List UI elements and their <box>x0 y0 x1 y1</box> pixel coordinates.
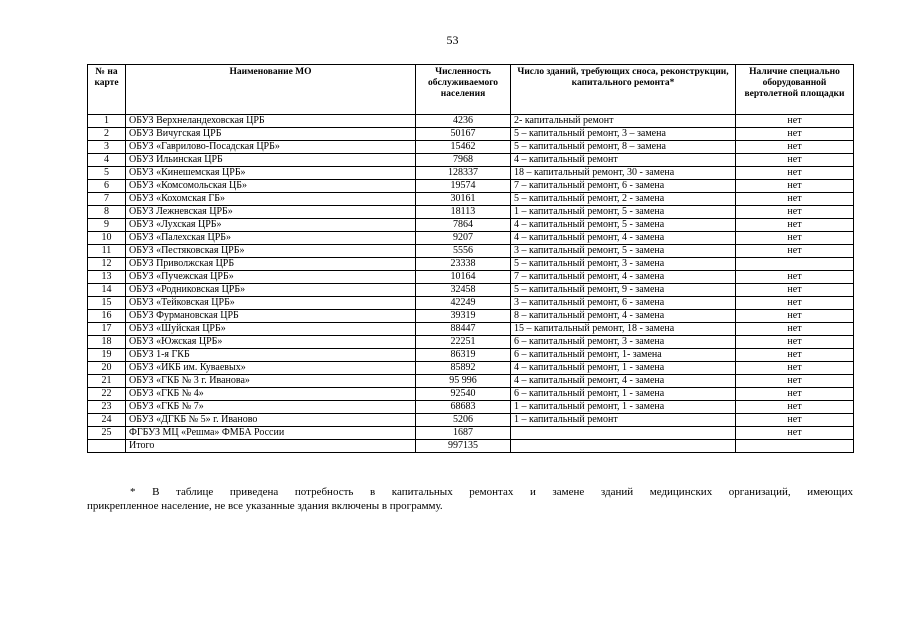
cell-buildings: 15 – капитальный ремонт, 18 - замена <box>511 323 736 336</box>
cell-helipad: нет <box>736 154 854 167</box>
cell-buildings: 5 – капитальный ремонт, 9 - замена <box>511 284 736 297</box>
cell-map-number: 13 <box>88 271 126 284</box>
cell-map-number: 5 <box>88 167 126 180</box>
cell-population: 68683 <box>416 401 511 414</box>
cell-buildings: 2- капитальный ремонт <box>511 115 736 128</box>
cell-population: 42249 <box>416 297 511 310</box>
cell-helipad: нет <box>736 219 854 232</box>
table-row <box>88 362 854 375</box>
cell-helipad: нет <box>736 115 854 128</box>
cell-helipad: нет <box>736 206 854 219</box>
organizations-table <box>87 64 854 453</box>
header-mo-name: Наименование МО <box>126 65 416 115</box>
cell-map-number: 22 <box>88 388 126 401</box>
cell-mo-name: ОБУЗ «ГКБ № 3 г. Иванова» <box>126 375 416 388</box>
cell-map-number: 19 <box>88 349 126 362</box>
table-row <box>88 167 854 180</box>
cell-mo-name: ОБУЗ «Комсомольская ЦБ» <box>126 180 416 193</box>
cell-buildings: 4 – капитальный ремонт <box>511 154 736 167</box>
cell-population: 30161 <box>416 193 511 206</box>
table-row <box>88 310 854 323</box>
cell-population: 5556 <box>416 245 511 258</box>
cell-population: 15462 <box>416 141 511 154</box>
table-row <box>88 115 854 128</box>
cell-helipad: нет <box>736 310 854 323</box>
cell-buildings: 5 – капитальный ремонт, 3 – замена <box>511 128 736 141</box>
cell-helipad: нет <box>736 297 854 310</box>
cell-buildings: 5 – капитальный ремонт, 3 - замена <box>511 258 736 271</box>
table-row <box>88 427 854 440</box>
cell-mo-name: ОБУЗ «ГКБ № 7» <box>126 401 416 414</box>
cell-buildings: 3 – капитальный ремонт, 5 - замена <box>511 245 736 258</box>
table-row <box>88 206 854 219</box>
cell-helipad: нет <box>736 362 854 375</box>
cell-buildings: 3 – капитальный ремонт, 6 - замена <box>511 297 736 310</box>
table-row <box>88 336 854 349</box>
cell-map-number: 9 <box>88 219 126 232</box>
cell-population: 10164 <box>416 271 511 284</box>
cell-helipad: нет <box>736 336 854 349</box>
cell-population: 23338 <box>416 258 511 271</box>
cell-helipad: нет <box>736 128 854 141</box>
cell-mo-name: ОБУЗ «Тейковская ЦРБ» <box>126 297 416 310</box>
cell-mo-name: ОБУЗ Фурмановская ЦРБ <box>126 310 416 323</box>
cell-population: 128337 <box>416 167 511 180</box>
cell-mo-name: ОБУЗ «Пучежская ЦРБ» <box>126 271 416 284</box>
table-row <box>88 219 854 232</box>
cell-map-number: 2 <box>88 128 126 141</box>
header-helipad: Наличие специально оборудованной вертолетной площадки <box>736 65 854 115</box>
table-row <box>88 258 854 271</box>
cell-mo-name: ОБУЗ Приволжская ЦРБ <box>126 258 416 271</box>
total-population: 997135 <box>416 440 511 453</box>
table-row <box>88 401 854 414</box>
table-row <box>88 284 854 297</box>
footnote <box>87 485 853 513</box>
cell-helipad: нет <box>736 232 854 245</box>
cell-helipad: нет <box>736 414 854 427</box>
cell-buildings: 8 – капитальный ремонт, 4 - замена <box>511 310 736 323</box>
cell-population: 18113 <box>416 206 511 219</box>
cell-buildings: 1 – капитальный ремонт, 1 - замена <box>511 401 736 414</box>
cell-map-number: 25 <box>88 427 126 440</box>
cell-population: 1687 <box>416 427 511 440</box>
cell-mo-name: ОБУЗ «Гаврилово-Посадская ЦРБ» <box>126 141 416 154</box>
cell-helipad: нет <box>736 401 854 414</box>
cell-map-number: 18 <box>88 336 126 349</box>
cell-map-number: 3 <box>88 141 126 154</box>
cell-helipad: нет <box>736 388 854 401</box>
cell-helipad: нет <box>736 180 854 193</box>
table-row <box>88 245 854 258</box>
cell-mo-name: ОБУЗ Верхнеландеховская ЦРБ <box>126 115 416 128</box>
cell-map-number: 1 <box>88 115 126 128</box>
table-row <box>88 141 854 154</box>
cell-map-number: 20 <box>88 362 126 375</box>
cell-buildings: 4 – капитальный ремонт, 1 - замена <box>511 362 736 375</box>
cell-population: 7968 <box>416 154 511 167</box>
cell-map-number: 7 <box>88 193 126 206</box>
cell-mo-name: ФГБУЗ МЦ «Решма» ФМБА России <box>126 427 416 440</box>
cell-mo-name: ОБУЗ «Лухская ЦРБ» <box>126 219 416 232</box>
cell-population: 86319 <box>416 349 511 362</box>
cell-helipad: нет <box>736 193 854 206</box>
cell-population: 92540 <box>416 388 511 401</box>
total-row <box>88 440 854 453</box>
table-row <box>88 128 854 141</box>
cell-population: 50167 <box>416 128 511 141</box>
cell-map-number: 15 <box>88 297 126 310</box>
cell-buildings: 5 – капитальный ремонт, 2 - замена <box>511 193 736 206</box>
cell-mo-name: ОБУЗ «ГКБ № 4» <box>126 388 416 401</box>
cell-population: 85892 <box>416 362 511 375</box>
cell-buildings: 7 – капитальный ремонт, 6 - замена <box>511 180 736 193</box>
cell-map-number: 17 <box>88 323 126 336</box>
header-population: Численность обслуживаемого населения <box>416 65 511 115</box>
cell-helipad: нет <box>736 284 854 297</box>
cell-mo-name: ОБУЗ «ДГКБ № 5» г. Иваново <box>126 414 416 427</box>
cell-population: 5206 <box>416 414 511 427</box>
cell-helipad: нет <box>736 323 854 336</box>
table-row <box>88 414 854 427</box>
cell-buildings: 4 – капитальный ремонт, 5 - замена <box>511 219 736 232</box>
cell-buildings <box>511 427 736 440</box>
cell-buildings: 1 – капитальный ремонт <box>511 414 736 427</box>
footnote-line-1: * В таблице приведена потребность в капитальных ремонтах и замене зданий медицинских организаций, имеющих <box>130 486 853 498</box>
header-buildings: Число зданий, требующих сноса, реконструкции, капитального ремонта* <box>511 65 736 115</box>
cell-population: 19574 <box>416 180 511 193</box>
cell-population: 95 996 <box>416 375 511 388</box>
cell-mo-name: ОБУЗ «Южская ЦРБ» <box>126 336 416 349</box>
cell-map-number: 10 <box>88 232 126 245</box>
cell-map-number: 14 <box>88 284 126 297</box>
cell-mo-name: ОБУЗ 1-я ГКБ <box>126 349 416 362</box>
cell-mo-name: ОБУЗ «Палехская ЦРБ» <box>126 232 416 245</box>
cell-buildings: 6 – капитальный ремонт, 1- замена <box>511 349 736 362</box>
cell-helipad <box>736 258 854 271</box>
footnote-line-2: прикрепленное население, не все указанные здания включены в программу. <box>87 500 443 512</box>
cell-population: 39319 <box>416 310 511 323</box>
cell-helipad: нет <box>736 375 854 388</box>
cell-buildings: 6 – капитальный ремонт, 1 - замена <box>511 388 736 401</box>
cell-mo-name: ОБУЗ Лежневская ЦРБ» <box>126 206 416 219</box>
cell-population: 4236 <box>416 115 511 128</box>
table-row <box>88 349 854 362</box>
table-row <box>88 297 854 310</box>
cell-helipad: нет <box>736 167 854 180</box>
table-row <box>88 271 854 284</box>
cell-map-number: 21 <box>88 375 126 388</box>
cell-helipad: нет <box>736 427 854 440</box>
cell-map-number: 4 <box>88 154 126 167</box>
cell-mo-name: ОБУЗ «Пестяковская ЦРБ» <box>126 245 416 258</box>
cell-map-number: 12 <box>88 258 126 271</box>
cell-mo-name: ОБУЗ Вичугская ЦРБ <box>126 128 416 141</box>
cell-population: 32458 <box>416 284 511 297</box>
cell-mo-name: ОБУЗ «Кохомская ГБ» <box>126 193 416 206</box>
cell-map-number: 16 <box>88 310 126 323</box>
cell-map-number: 6 <box>88 180 126 193</box>
cell-buildings: 6 – капитальный ремонт, 3 - замена <box>511 336 736 349</box>
cell-mo-name: ОБУЗ «Родниковская ЦРБ» <box>126 284 416 297</box>
cell-buildings: 4 – капитальный ремонт, 4 - замена <box>511 232 736 245</box>
total-label: Итого <box>126 440 416 453</box>
cell-buildings: 1 – капитальный ремонт, 5 - замена <box>511 206 736 219</box>
cell-map-number: 11 <box>88 245 126 258</box>
page-number: 53 <box>446 33 459 47</box>
cell-buildings: 4 – капитальный ремонт, 4 - замена <box>511 375 736 388</box>
table-row <box>88 323 854 336</box>
table-row <box>88 154 854 167</box>
cell-mo-name: ОБУЗ «ИКБ им. Куваевых» <box>126 362 416 375</box>
cell-population: 7864 <box>416 219 511 232</box>
cell-map-number: 24 <box>88 414 126 427</box>
cell-population: 22251 <box>416 336 511 349</box>
table-row <box>88 375 854 388</box>
cell-population: 88447 <box>416 323 511 336</box>
cell-map-number: 23 <box>88 401 126 414</box>
cell-helipad: нет <box>736 271 854 284</box>
table-row <box>88 388 854 401</box>
table-row <box>88 232 854 245</box>
cell-mo-name: ОБУЗ «Шуйская ЦРБ» <box>126 323 416 336</box>
cell-map-number: 8 <box>88 206 126 219</box>
table-row <box>88 193 854 206</box>
cell-mo-name: ОБУЗ «Кинешемская ЦРБ» <box>126 167 416 180</box>
cell-buildings: 5 – капитальный ремонт, 8 – замена <box>511 141 736 154</box>
cell-buildings: 7 – капитальный ремонт, 4 - замена <box>511 271 736 284</box>
cell-mo-name: ОБУЗ Ильинская ЦРБ <box>126 154 416 167</box>
cell-helipad: нет <box>736 141 854 154</box>
cell-helipad: нет <box>736 349 854 362</box>
cell-population: 9207 <box>416 232 511 245</box>
table-header-row <box>88 65 854 115</box>
cell-helipad: нет <box>736 245 854 258</box>
cell-buildings: 18 – капитальный ремонт, 30 - замена <box>511 167 736 180</box>
header-map-number: № на карте <box>88 65 126 115</box>
table-row <box>88 180 854 193</box>
